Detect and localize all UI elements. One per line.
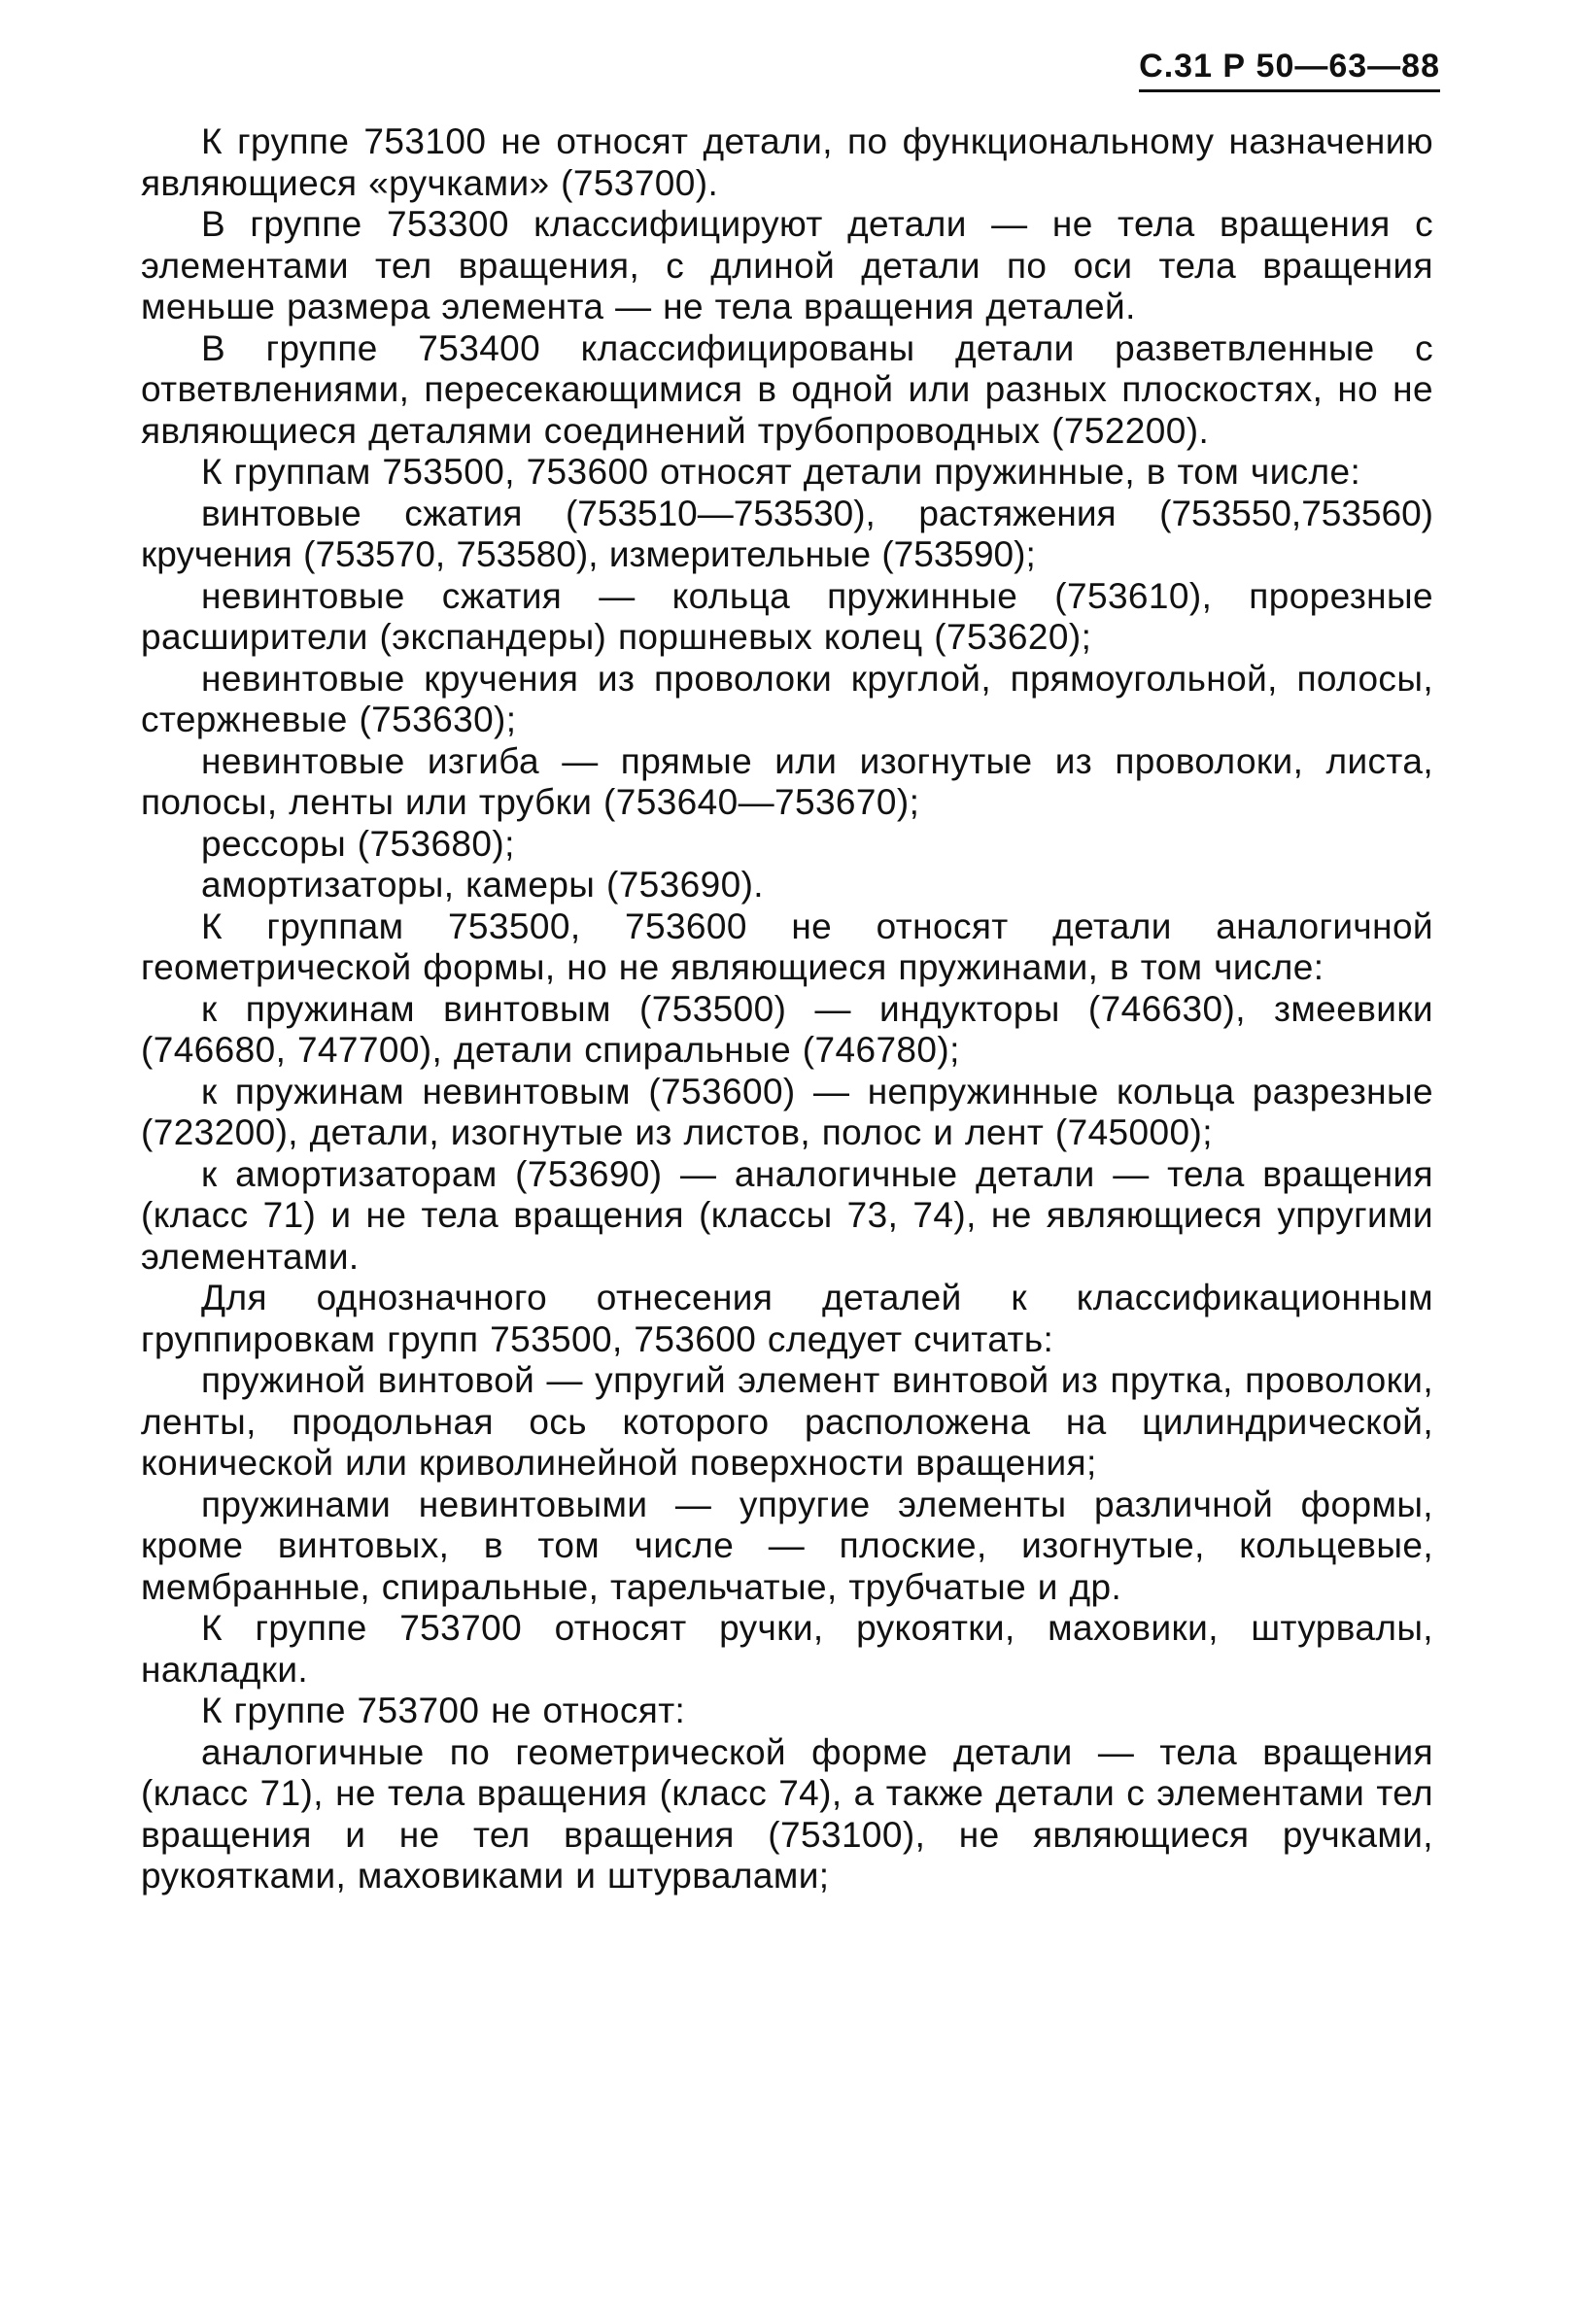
paragraph: пружиной винтовой — упругий элемент винтовой из прутка, проволоки, ленты, продольная ось которого расположена на цилиндрической, конической или криволинейной поверхности вращения; bbox=[141, 1360, 1433, 1483]
paragraph: рессоры (753680); bbox=[201, 823, 515, 864]
paragraph: аналогичные по геометрической форме детали — тела вращения (класс 71), не тела вращения (класс 74), а также детали с элементами тел вращения и не тел вращения (753100), не являющиеся ручками, рукоятками, маховиками и штурвалами; bbox=[141, 1731, 1433, 1896]
paragraph: пружинами невинтовыми — упругие элементы различной формы, кроме винтовых, в том числе — плоские, изогнутые, кольцевые, мембранные, спиральные, тарельчатые, трубчатые и др. bbox=[141, 1484, 1433, 1607]
paragraph: В группе 753400 классифицированы детали разветвленные с ответвлениями, пересекающимися в одной или разных плоскостях, но не являющиеся деталями соединений трубопроводных (752200). bbox=[141, 327, 1433, 451]
paragraph: к пружинам винтовым (753500) — индукторы (746630), змеевики (746680, 747700), детали спиральные (746780); bbox=[141, 988, 1433, 1070]
paragraph: к пружинам невинтовым (753600) — непружинные кольца разрезные (723200), детали, изогнутые из листов, полос и лент (745000); bbox=[141, 1071, 1433, 1152]
paragraph: невинтовые кручения из проволоки круглой, прямоугольной, полосы, стержневые (753630); bbox=[141, 658, 1433, 739]
paragraph: к амортизаторам (753690) — аналогичные детали — тела вращения (класс 71) и не тела вращения (классы 73, 74), не являющиеся упругими элементами. bbox=[141, 1153, 1433, 1277]
paragraph: К группе 753700 относят ручки, рукоятки, маховики, штурвалы, накладки. bbox=[141, 1608, 1433, 1690]
paragraph: К группе 753100 не относят детали, по функциональному назначению являющиеся «ручками» (753700). bbox=[141, 121, 1433, 203]
paragraph: винтовые сжатия (753510—753530), растяжения (753550,753560) кручения (753570, 753580), измерительные (753590); bbox=[141, 493, 1433, 574]
body-text bbox=[141, 121, 1433, 1897]
paragraph: невинтовые сжатия — кольца пружинные (753610), прорезные расширители (экспандеры) поршневых колец (753620); bbox=[141, 575, 1433, 657]
paragraph: К группам 753500, 753600 не относят детали аналогичной геометрической формы, но не являющиеся пружинами, в том числе: bbox=[141, 906, 1433, 987]
paragraph: В группе 753300 классифицируют детали — не тела вращения с элементами тел вращения, с длиной детали по оси тела вращения меньше размера элемента — не тела вращения деталей. bbox=[141, 204, 1433, 326]
paragraph: Для однозначного отнесения деталей к классификационным группировкам групп 753500, 753600 следует считать: bbox=[141, 1278, 1433, 1359]
paragraph: невинтовые изгиба — прямые или изогнутые из проволоки, листа, полосы, ленты или трубки (753640—753670); bbox=[141, 740, 1433, 822]
page-header: С.31 Р 50—63—88 bbox=[1139, 47, 1440, 92]
paragraph: К группам 753500, 753600 относят детали пружинные, в том числе: bbox=[201, 452, 1361, 492]
paragraph: амортизаторы, камеры (753690). bbox=[201, 865, 764, 905]
paragraph: К группе 753700 не относят: bbox=[201, 1691, 686, 1730]
